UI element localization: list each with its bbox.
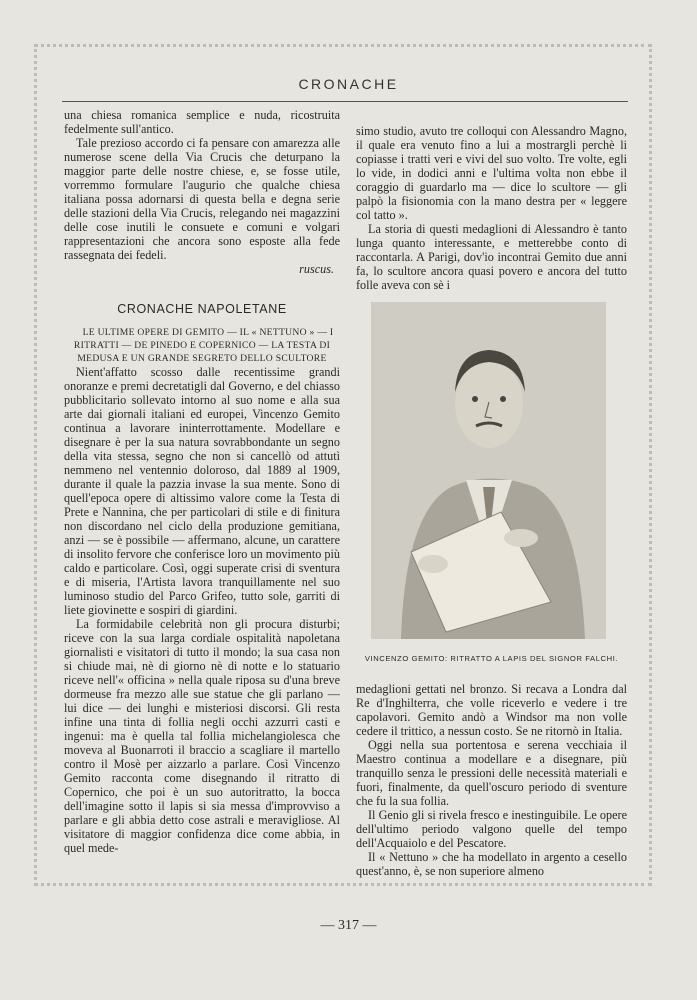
right-column-bottom	[356, 682, 627, 878]
article-paragraph: La storia di questi medaglioni di Alessandro è tanto lunga quanto interessante, e metterebbe conto di raccontarla. A Parigi, dov'io incontrai Gemito due anni fa, lo scultore ancora quasi povero e ancora del tutto folle aveva con sè i	[356, 222, 627, 292]
article-paragraph: La formidabile celebrità non gli procura disturbi; riceve con la sua larga cordiale ospitalità napoletana giornalisti e visitatori di tutto il mondo; la sua casa non si chiude mai, nè di giorno nè di notte e lo statuario riceve nell'« officina » nella quale riposa su d'una breve dormeuse fra mezzo alle sue statue che gli parlano — lui dice — dei lunghi e misteriosi discorsi. Gli resta infine una tinta di follia negli occhi azzurri casti e ingenui: ma è quella tal follia michelangiolesca che moveva al Buonarroti il braccio a scagliare il martello contro il Mosè per aizzarlo a parlare. Così Vincenzo Gemito racconta come disegnando il ritratto di Copernico, che poi è un suo autoritratto, la bocca dell'imagine sotto il lapis si sia messa d'improvviso a parlare e gli abbia detto cose astrali e meravigliose. Al visitatore di maggior confidenza dice come abbia, in quel mede-	[64, 617, 340, 855]
portrait-drawing	[371, 302, 606, 639]
right-column-top	[356, 124, 627, 292]
section-subtitle: LE ULTIME OPERE DI GEMITO — IL « NETTUNO » — I RITRATTI — DE PINEDO E COPERNICO — LA TESTA DI MEDUSA E UN GRANDE SEGRETO DELLO SCULTORE	[73, 327, 334, 364]
article-paragraph: Il « Nettuno » che ha modellato in argento a cesello quest'anno, è, se non superiore almeno	[356, 850, 627, 878]
page-number: — 317 —	[320, 918, 377, 933]
article-paragraph: Nient'affatto scosso dalle recentissime grandi onoranze e premi decretatigli dal Governo, e del chiasso pubblicitario sollevato intorno al suo nome e alla sua arte dai giornali italiani ed europei, Vincenzo Gemito continua a lavorare ininterrottamente. Modellare e disegnare è per la sua natura sovrabbondante un segno della vita stessa, segno che non si cancellò od attutì nemmeno nel ventennio doloroso, dal 1889 al 1909, durante il quale la pazzia invase la sua mente. Sono di quell'epoca opere di altissimo valore come la Testa di Prete e Nannina, che per particolari di stile e di finitura non discordano nel ciclo della produzione gemitiana, anzi — se è possibile — affermano, alcune, un carattere di insolito fervore che conferisce loro un movimento più caldo e particolare. Così, oggi superate crisi di sventura e di miseria, l'Artista lavora tranquillamente nel suo luminoso studio del Parco Grifeo, tutto sole, garriti di liete giovinette e sospiri di giardini.	[64, 365, 340, 617]
intro-paragraph: Tale prezioso accordo ci fa pensare con amarezza alle numerose scene della Via Crucis che deturpano la maggior parte delle nostre chiese, e, se fosse utile, vorremmo formulare l'augurio che qualche chiesa italiana possa adornarsi di questa bella e degna serie delle stazioni della Via Crucis, relegando nei magazzini delle cose inutili le consuete e comuni e volgari rappresentazioni che ancora sono esposte alla fede rassegnata dei fedeli.	[64, 136, 340, 262]
section-title: CRONACHE NAPOLETANE	[117, 302, 287, 316]
intro-paragraph: una chiesa romanica semplice e nuda, ricostruita fedelmente sull'antico.	[64, 108, 340, 136]
portrait-sketch	[371, 302, 606, 639]
author-signature: ruscus.	[299, 262, 334, 276]
running-header: CRONACHE	[298, 76, 399, 92]
figure-caption: VINCENZO GEMITO: RITRATTO A LAPIS DEL SIGNOR FALCHI.	[364, 654, 619, 663]
article-paragraph: Oggi nella sua portentosa e serena vecchiaia il Maestro continua a modellare e a disegnare, più tranquillo senza le pressioni delle necessità materiali e fuori, finalmente, da quell'oscuro periodo di sventure che fu la sua follia.	[356, 738, 627, 808]
article-paragraph: medaglioni gettati nel bronzo. Si recava a Londra dal Re d'Inghilterra, che volle riceverlo e vedere i tre capolavori. Gemito andò a Windsor ma non volle cedere il trittico, a nessun costo. Se ne ritornò in Italia.	[356, 682, 627, 738]
article-paragraph: simo studio, avuto tre colloqui con Alessandro Magno, il quale era venuto fino a lui a mostrargli perchè li copiasse i tratti veri e vivi del suo volto. Tre volte, egli lo vide, in dodici anni e l'ultima volta non ebbe il coraggio di guardarlo ma — dice lo scultore — gli palpò la fisionomia con la mano destra per « leggere col tatto ».	[356, 124, 627, 222]
header-rule	[62, 101, 628, 102]
article-paragraph: Il Genio gli si rivela fresco e inestinguibile. Le opere dell'ultimo periodo valgono quelle del tempo dell'Acquaiolo e del Pescatore.	[356, 808, 627, 850]
left-column	[64, 108, 340, 855]
